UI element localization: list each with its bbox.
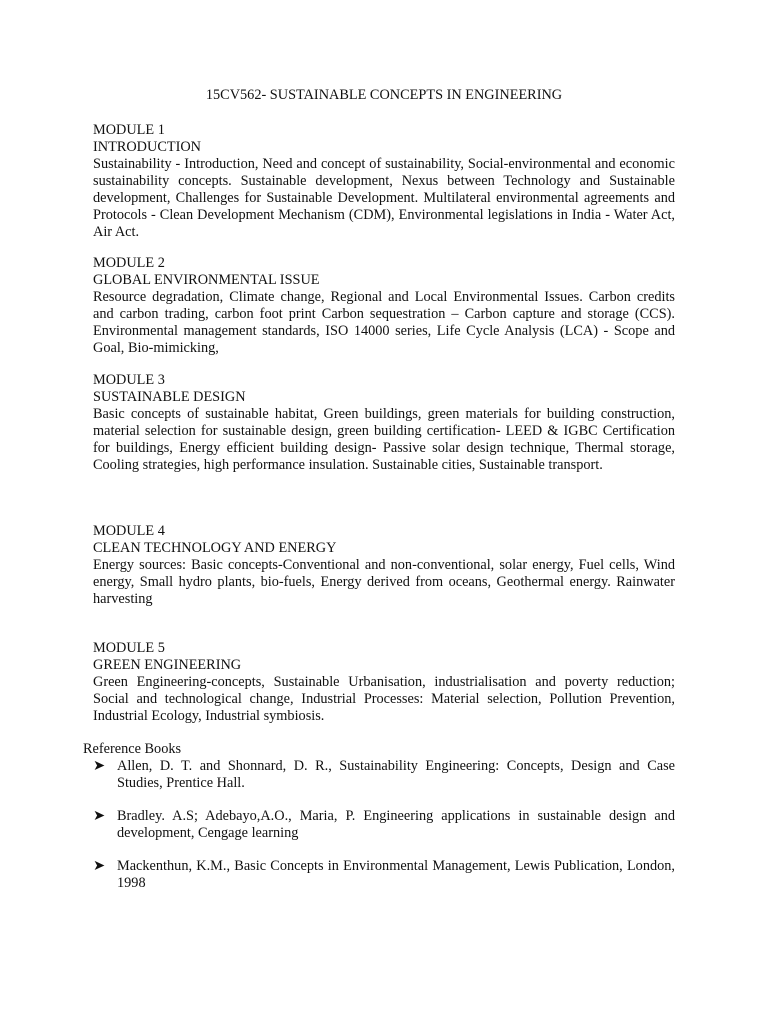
module-body: Sustainability - Introduction, Need and concept of sustainability, Social-environmental and economic sustainability concepts. Sustainable development, Nexus between Technology and Sustainable development, Challenges for Sustainable Development. Multilateral environmental agreements and Protocols - Clean Development Mechanism (CDM), Environmental legislations in India - Water Act, Air Act. <box>93 156 675 240</box>
module-heading: GREEN ENGINEERING <box>93 657 242 673</box>
arrowhead-bullet-icon: ➤ <box>93 858 105 874</box>
module-body: Basic concepts of sustainable habitat, Green buildings, green materials for building construction, material selection for sustainable design, green building certification- LEED & IGBC Certification for buildings, Energy efficient building design- Passive solar design technique, Thermal storage, Cooling strategies, high performance insulation. Sustainable cities, Sustainable transport. <box>93 406 675 473</box>
module-4-section <box>93 523 675 608</box>
module-heading: CLEAN TECHNOLOGY AND ENERGY <box>93 540 337 556</box>
module-1-section <box>93 122 675 241</box>
module-number: MODULE 4 <box>93 523 165 539</box>
module-body: Resource degradation, Climate change, Regional and Local Environmental Issues. Carbon credits and carbon trading, carbon foot print Carbon sequestration – Carbon capture and storage (CCS). Environmental management standards, ISO 14000 series, Life Cycle Analysis (LCA) - Scope and Goal, Bio-mimicking, <box>93 289 675 356</box>
module-3-section <box>93 372 675 474</box>
reference-text: Allen, D. T. and Shonnard, D. R., Sustainability Engineering: Concepts, Design and Case Studies, Prentice Hall. <box>117 758 675 791</box>
reference-item <box>93 858 675 892</box>
module-heading: SUSTAINABLE DESIGN <box>93 389 246 405</box>
arrowhead-bullet-icon: ➤ <box>93 808 105 824</box>
module-body: Green Engineering-concepts, Sustainable Urbanisation, industrialisation and poverty reduction; Social and technological change, Industrial Processes: Material selection, Pollution Prevention, Industrial Ecology, Industrial symbiosis. <box>93 674 675 724</box>
reference-text: Bradley. A.S; Adebayo,A.O., Maria, P. Engineering applications in sustainable design and development, Cengage learning <box>117 808 675 841</box>
reference-books-list <box>93 758 675 908</box>
module-heading: INTRODUCTION <box>93 139 202 155</box>
module-heading: GLOBAL ENVIRONMENTAL ISSUE <box>93 272 320 288</box>
module-number: MODULE 5 <box>93 640 165 656</box>
reference-books-heading: Reference Books <box>83 741 182 757</box>
module-5-section <box>93 640 675 725</box>
reference-item <box>93 758 675 792</box>
module-2-section <box>93 255 675 357</box>
module-number: MODULE 1 <box>93 122 165 138</box>
arrowhead-bullet-icon: ➤ <box>93 758 105 774</box>
document-title: 15CV562- SUSTAINABLE CONCEPTS IN ENGINEERING <box>205 87 563 103</box>
module-number: MODULE 3 <box>93 372 165 388</box>
module-number: MODULE 2 <box>93 255 165 271</box>
reference-text: Mackenthun, K.M., Basic Concepts in Environmental Management, Lewis Publication, London, 1998 <box>117 858 675 891</box>
module-body: Energy sources: Basic concepts-Conventional and non-conventional, solar energy, Fuel cells, Wind energy, Small hydro plants, bio-fuels, Energy derived from oceans, Geothermal energy. Rainwater harvesting <box>93 557 675 607</box>
reference-item <box>93 808 675 842</box>
